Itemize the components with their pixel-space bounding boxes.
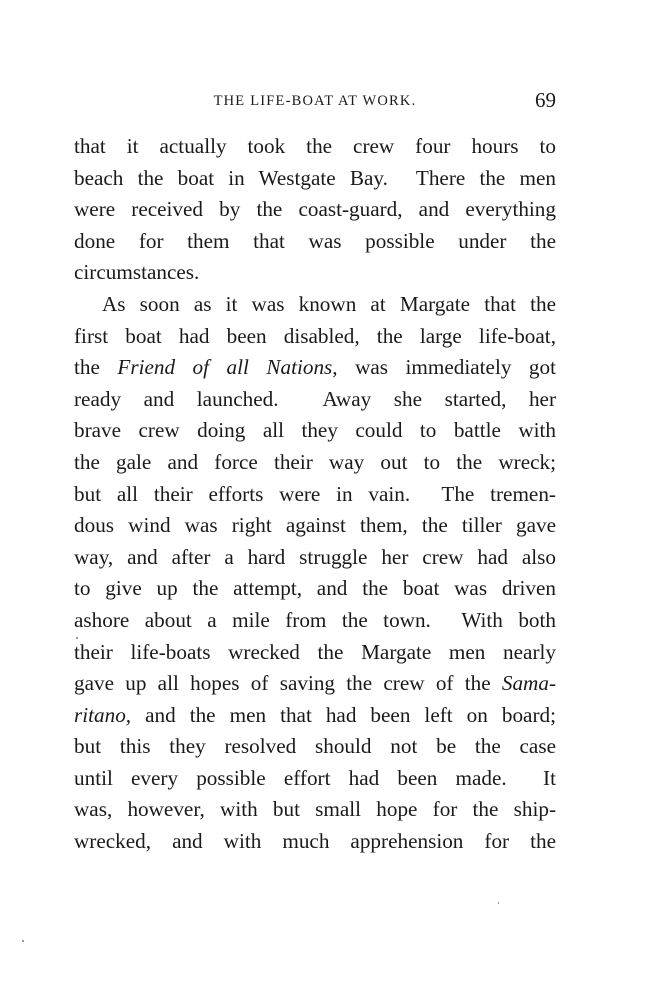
text-line (74, 826, 556, 858)
text-line (74, 573, 556, 605)
text-line (74, 194, 556, 226)
text-segment: way, and after a hard struggle her crew had also (74, 544, 556, 569)
text-segment: the (74, 355, 118, 380)
text-line (74, 542, 556, 574)
text-segment: and the men that had been left on board; (131, 702, 556, 727)
text-line (74, 605, 556, 637)
text-line (74, 384, 556, 416)
text-line (74, 289, 556, 321)
text-line (74, 510, 556, 542)
text-line (74, 763, 556, 795)
text-segment: gave up all hopes of saving the crew of the (74, 671, 502, 696)
text-line (74, 731, 556, 763)
page-number: 69 (535, 88, 556, 112)
text-segment: wrecked, and with much apprehension for the (74, 829, 556, 854)
text-line (74, 226, 556, 258)
text-segment: done for them that was possible under the (74, 228, 556, 253)
text-segment: ready and launched. Away she started, her (74, 386, 556, 411)
text-segment: that it actually took the crew four hours to (74, 134, 556, 158)
text-line (74, 668, 556, 700)
text-line (74, 131, 556, 163)
text-segment: dous wind was right against them, the tiller gave (74, 513, 556, 538)
italic-text: ritano, (74, 702, 132, 727)
text-segment: ashore about a mile from the town. With both (74, 607, 556, 632)
text-segment: to give up the attempt, and the boat was driven (74, 576, 556, 601)
text-segment: the gale and force their way out to the wreck; (74, 449, 556, 474)
italic-text: Sama- (501, 671, 556, 696)
paper-speck (498, 902, 499, 904)
text-segment: but this they resolved should not be the case (74, 734, 556, 759)
text-segment: was immediately got (337, 355, 556, 380)
text-segment: As soon as it was known at Margate that the (102, 291, 556, 316)
text-segment: beach the boat in Westgate Bay. There the men (74, 165, 556, 190)
paper-speck (76, 637, 78, 639)
text-line (74, 415, 556, 447)
text-line (74, 794, 556, 826)
text-line (74, 321, 556, 353)
body-text (74, 131, 556, 858)
page-header (74, 88, 556, 118)
text-line (74, 257, 556, 289)
text-segment: circumstances. (74, 260, 200, 285)
text-line (74, 447, 556, 479)
text-line (74, 700, 556, 732)
running-title: THE LIFE-BOAT AT WORK. (213, 93, 417, 109)
text-segment: their life-boats wrecked the Margate men nearly (74, 639, 556, 664)
text-segment: brave crew doing all they could to battle with (74, 418, 556, 443)
paper-speck (22, 940, 24, 942)
italic-text: Friend of all Nations, (117, 355, 338, 380)
text-line (74, 637, 556, 669)
text-segment: but all their efforts were in vain. The tremen- (74, 481, 556, 506)
text-segment: were received by the coast-guard, and everything (74, 197, 556, 222)
text-segment: until every possible effort had been made. It (74, 765, 556, 790)
text-segment: was, however, with but small hope for the ship- (74, 797, 556, 822)
text-line (74, 479, 556, 511)
text-line (74, 352, 556, 384)
text-segment: first boat had been disabled, the large life-boat, (74, 323, 556, 348)
text-line (74, 163, 556, 195)
